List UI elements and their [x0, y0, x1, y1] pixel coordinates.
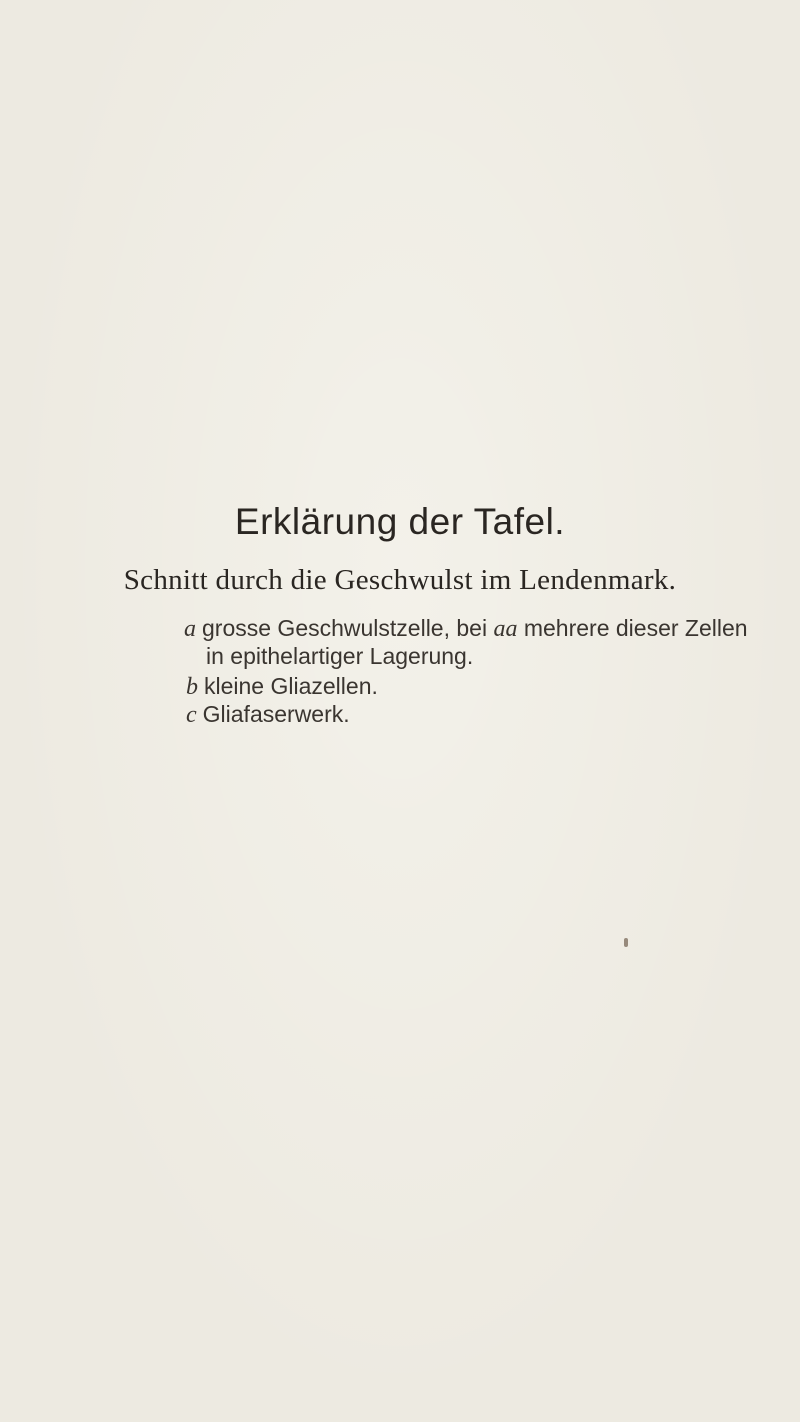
ink-speck	[624, 938, 628, 947]
legend-letter-c: c	[186, 702, 197, 728]
legend-text-a-part1: grosse Geschwulstzelle, bei	[202, 615, 494, 641]
legend-entry-a	[184, 613, 748, 644]
legend-text-a-part2: mehrere dieser Zellen	[517, 615, 748, 641]
legend-letter-b: b	[186, 674, 198, 700]
legend-entry-c	[186, 699, 350, 730]
legend-entry-b	[186, 671, 378, 702]
legend-entry-a-continuation: in epithelartiger Lagerung.	[206, 643, 474, 669]
legend-inline-letter-aa: aa	[493, 616, 518, 642]
legend-letter-a: a	[184, 616, 196, 642]
legend-text-b: kleine Gliazellen.	[204, 673, 378, 699]
section-description: Schnitt durch die Geschwulst im Lendenmark.	[123, 564, 677, 596]
plate-explanation-title: Erklärung der Tafel.	[234, 501, 566, 542]
legend-text-c: Gliafaserwerk.	[202, 701, 350, 727]
